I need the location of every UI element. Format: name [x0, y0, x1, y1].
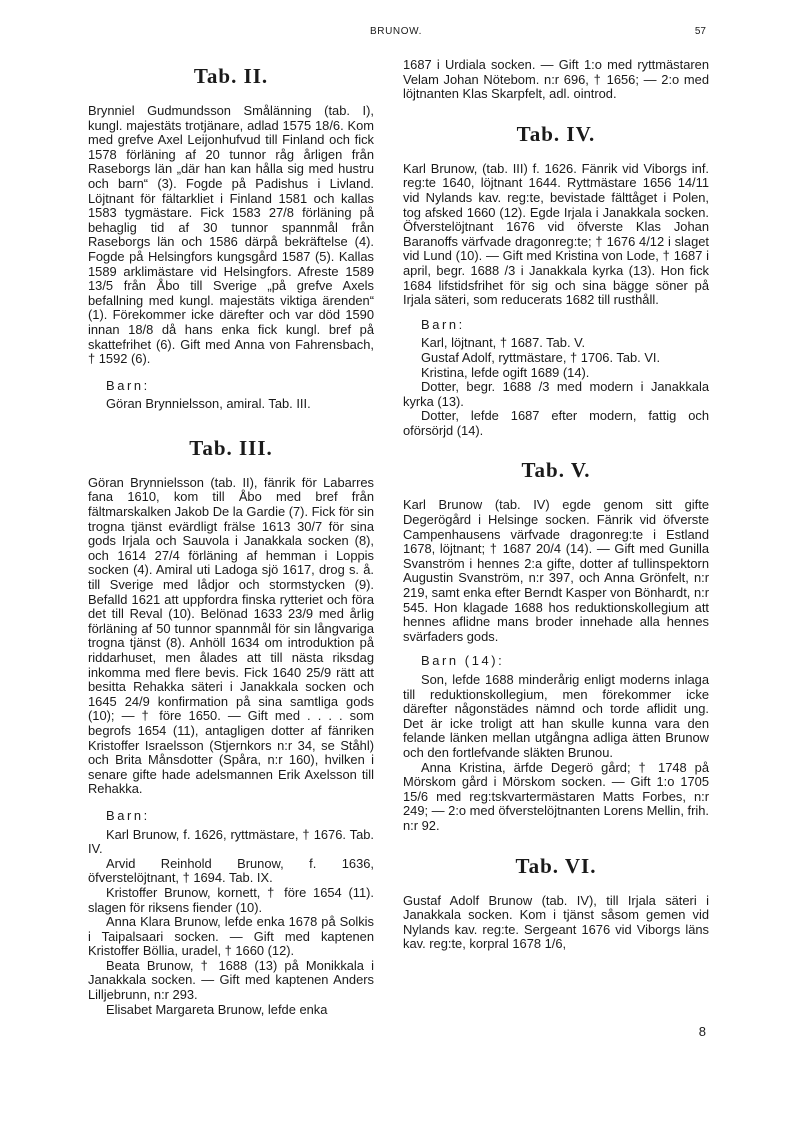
tab-iii-children-label: Barn:	[106, 807, 150, 823]
child-entry: Göran Brynnielsson, amiral. Tab. III.	[106, 396, 311, 412]
tab-iv-paragraph: Karl Brunow, (tab. III) f. 1626. Fänrik vid Viborgs inf. reg:te 1640, löjtnant 1644. Ryttmästare 1656 14/11 vid Nylands kav. reg:te, bevistade fälttåget i Polen, tog afsked 1660 (12). Egde Irjala i Janakkala socken. Öfverstelöjtnant 1676 vid öfverste Klas Johan Baranoffs värfvade dragonreg:te; † 1676 4/12 i slaget vid Lund (10). — Gift med Kristina von Lode, † 1687 i april, begr. 1688 /3 i Janakkala kyrka (13). Hon fick 1684 lifstidsfrihet för sig och sina bägge söner på Irjala säteri, som reducerats 1682 till rusthåll.	[403, 160, 709, 308]
right-column	[403, 58, 709, 952]
left-column	[88, 58, 374, 1017]
continued-paragraph: 1687 i Urdiala socken. — Gift 1:o med ryttmästaren Velam Johan Nötebom. n:r 696, † 1656; — 2:o med löjtnanten Klas Skarpfelt, adl. ointrod.	[403, 57, 709, 102]
tab-iv-children-label: Barn:	[421, 316, 465, 332]
tab-ii-children-label: Barn:	[106, 377, 150, 393]
child-entry: Dotter, begr. 1688 /3 med modern i Janakkala kyrka (13).	[403, 379, 709, 409]
child-entry: Kristina, lefde ogift 1689 (14).	[421, 364, 590, 380]
tab-iv-heading: Tab. IV.	[516, 121, 596, 146]
child-entry: Elisabet Margareta Brunow, lefde enka	[106, 1001, 328, 1017]
signature-mark: 8	[698, 1024, 706, 1039]
child-entry: Karl, löjtnant, † 1687. Tab. V.	[421, 335, 586, 351]
tab-v-heading: Tab. V.	[521, 458, 591, 483]
tab-v-children-label: Barn (14):	[421, 653, 505, 669]
child-entry: Karl Brunow, f. 1626, ryttmästare, † 1676. Tab. IV.	[88, 826, 374, 857]
child-entry: Kristoffer Brunow, kornett, † före 1654 (11). slagen för riksens fiender (10).	[88, 884, 374, 915]
child-entry: Anna Klara Brunow, lefde enka 1678 på Solkis i Taipalsaari socken. — Gift med kaptenen Kristoffer Böllia, uradel, † 1660 (12).	[88, 914, 374, 959]
child-entry: Anna Kristina, ärfde Degerö gård; † 1748 på Mörskom gård i Mörskom socken. — Gift 1:o 1705 15/6 med reg:tskvartermästaren Matts Forbes, n:r 249; — 2:o med öfverstelöjtnanten Lorens Mellin, frih. n:r 92.	[403, 759, 709, 833]
child-entry: Beata Brunow, † 1688 (13) på Monikkala i Janakkala socken. — Gift med kaptenen Anders Lilljebrunn, n:r 293.	[88, 957, 374, 1003]
tab-vi-paragraph: Gustaf Adolf Brunow (tab. IV), till Irjala säteri i Janakkala socken. Kom i tjänst såsom gemen vid Nylands kav. reg:te. Sergeant 1676 vid Viborgs läns kav. reg:te, korpral 1678 1/6,	[403, 892, 709, 952]
tab-ii-paragraph: Brynniel Gudmundsson Smålänning (tab. I), kungl. majestäts trotjänare, adlad 1575 18/6. Kom med grefve Axel Leijonhufvud till Finland och fick 1578 förläning af 20 tunnor råg årligen från Raseborgs län „där han kan hålla sig med hustru och barn“ (3). Fogde på Padishus i Livland. Löjtnant för fältarkliet i Finland 1581 och kallas 1583 tygmästare. Fick 1583 27/8 förläning på behaglig tid af 30 tunnor spannmål från Raseborgs län och 1586 därpå bekräftelse (4). Fogde på Helsingfors kungsgård 1587 (5). Kallas 1589 arklimästare vid Helsingfors. Afreste 1589 13/5 från Åbo till Sverige „på grefve Axels befallning med kungl. majestäts viktiga ärenden“ (1). Förekommer icke därefter och var död 1590 innan 18/8 då hans enka fick kungl. bref på skattefrihet (6). Gift med Anna von Fahrensbach, † 1592 (6).	[88, 103, 374, 367]
tab-ii-heading: Tab. II.	[193, 64, 269, 88]
child-entry: Son, lefde 1688 minderårig enligt moderns inlaga till reduktionskollegium, men förekommer icke därefter någonstädes nämnd och torde aflidit ung. Det är icke troligt att han skulle kunna vara den felande länken mellan utgångna adliga ätten Brunow och den fortlefvande släkten Brunou.	[403, 672, 709, 760]
tab-iii-paragraph: Göran Brynnielsson (tab. II), fänrik för Labarres fana 1610, kom till Åbo med bref från fältmarskalken Jakob De la Gardie (7). Fick för sin trogna tjänst evärdligt frälse 1613 30/7 för sina gods Irjala och Sauvola i Janakkala socken (8), och 1614 27/4 förläning af hemman i Loppis socken (4). Amiral uti Ladoga sjö 1617, drog s. å. till Sverige med lådjor och stormstycken (9). Befalld 1621 att uppfordra finska rytteriet och föra det till Reval (10). Belönad 1633 23/9 med årlig förläning af 50 tunnor spannmål för sin långvariga trogna tjänst (8). Anhöll 1634 om introduktion på riddarhuset, men ålades att till nästa riksdag inkomma med flere bevis. Fick 1640 25/9 rätt att besitta Rehakka säteri i Janakkala socken och 1645 24/9 konfirmation på sina samtliga gods (10); — † före 1650. — Gift med . . . . som begrofs 1654 (11), antagligen dotter af fänriken Kristoffer Israelsson (Stjernkors n:r 34, se Ståhl) och Brita Månsdotter (Spåra, n:r 160), hvilken i senare gifte hade adelsmannen Erik Axelsson till Rehakka.	[88, 474, 374, 797]
running-title: BRUNOW.	[370, 26, 422, 37]
tab-vi-heading: Tab. VI.	[515, 853, 597, 878]
child-entry: Gustaf Adolf, ryttmästare, † 1706. Tab. VI.	[421, 349, 661, 365]
page-header	[0, 26, 792, 42]
tab-v-paragraph: Karl Brunow (tab. IV) egde genom sitt gifte Degerögård i Helsinge socken. Fänrik vid öfverste Campenhausens värfvade dragonreg:te i Estland 1678, löjtnant; † 1687 20/4 (14). — Gift med Gunilla Svanström i hennes 2:a gifte, dotter af tullinspektorn Augustin Svanström, n:r 397, och Anna Grönfelt, n:r 219, samt enka efter Berndt Kasper von Bönhardt, n:r 545. Hon klagade 1688 hos reduktionskollegium att hennes aflidne mans broder innehade alla hennes svärfaders gods.	[403, 497, 709, 644]
page-number: 57	[694, 26, 706, 37]
tab-iii-heading: Tab. III.	[189, 435, 273, 460]
child-entry: Arvid Reinhold Brunow, f. 1636, öfverstelöjtnant, † 1694. Tab. IX.	[88, 855, 374, 886]
child-entry: Dotter, lefde 1687 efter modern, fattig och oförsörjd (14).	[403, 408, 709, 438]
